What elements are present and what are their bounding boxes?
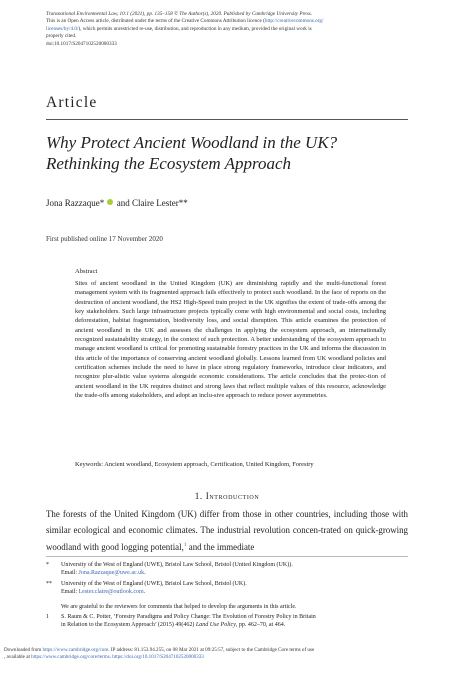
journal-name: Land Use Policy — [195, 621, 236, 628]
header-line2: This is an Open Access article, distributed under the terms of the Creative Commons Attribution licence (http://creativecommons.org/ — [46, 18, 324, 25]
acknowledgement-text: We are grateful to the reviewers for comments that helped to develop the arguments in this article. — [61, 604, 297, 610]
footnote-ref-1[interactable]: 1 — [183, 542, 187, 549]
section-heading — [0, 491, 454, 501]
footnote-text: University of the West of England (UWE), Bristol Law School, Bristol (United Kingdom (UK)). — [61, 562, 293, 568]
abstract-heading: Abstract — [75, 268, 98, 275]
footer-line1 — [4, 647, 450, 654]
footnote-mark: 1 — [46, 614, 49, 620]
footnote-text: University of the West of England (UWE), Bristol Law School, Bristol (UK). — [61, 581, 247, 587]
header-doi: doi:10.1017/S2047102520000333 — [46, 40, 117, 47]
footnote-pages: , pp. 462–70, at 464. — [235, 621, 286, 628]
title-rule — [46, 119, 408, 120]
cambridge-core-link[interactable]: https://www.cambridge.org/core — [42, 647, 109, 653]
footer-line2-prefix: , available at — [4, 654, 30, 660]
license-link[interactable]: http://creativecommons.org/ — [264, 18, 324, 25]
section-heading-text: 1. Introduction — [194, 491, 260, 501]
header-line1: Transnational Environmental Law, 10:1 (2021), pp. 135–158 © The Author(s), 2020. Published by Cambridge University Press. — [46, 11, 313, 17]
body-text: The forests of the United Kingdom (UK) differ from those in other countries, including those with similar ecological and economic climates. The industrial revolution concen-trated on quick-growing woodland with good logging potential, — [46, 509, 408, 553]
email-link[interactable]: Jona.Razzaque@uwe.ac.uk — [78, 569, 145, 576]
footnote-text: S. Raum & C. Potter, ‘Forestry Paradigms and Policy Change: The Evolution of Forestry Policy in Britain — [61, 614, 316, 620]
body-text-end: and the immediate — [188, 542, 255, 553]
abstract-text: Sites of ancient woodland in the United Kingdom (UK) are diminishing rapidly and the multi-functional forest management system with its fragmented approach fails effectively to protect such woodland. In the face of reports on the destruction of ancient woodland, the HS2 High-Speed train project in the UK signifies the extent of trade-offs among the key stakeholders. Such large infrastructure projects typically come with high environmental and social costs, including deforestation, habitat fragmentation, biodiversity loss, and social disruption. This article examines the protection of ancient woodland in the UK and assesses the challenges in applying the ecosystem approach, an internationally recognized sustainability strategy, in the context of such protection. A better understanding of the ecosystem approach to manage ancient woodland is critical for promoting sustainable forestry practices in the UK and informs the discussion in this article of the importance of conserving ancient woodland globally. Lessons learned from UK woodland policies and certification schemes include the need to have in place strong regulatory frameworks, introduce clear indicators, and recognize plur-alistic value systems alongside economic considerations. The article concludes that the protec-tion of ancient woodland in the UK requires distinct and strong laws that reflect multiple values of this resource, acknowledge the trade-offs among stakeholders, and adopt an inclu-sive approach to reduce power asymmetries. — [75, 280, 386, 400]
keywords-text: Ancient woodland, Ecosystem approach, Certification, United Kingdom, Forestry — [104, 461, 314, 468]
doi-link[interactable]: https://doi.org/10.1017/S2047102520000333 — [112, 654, 204, 660]
footnote-rule — [46, 556, 408, 557]
article-title — [46, 133, 416, 174]
author-2: and Claire Lester** — [116, 198, 188, 208]
footer-middle: . IP address: 81.153.94.255, on 08 Mar 2021 at 09:25:57, subject to the Cambridge Core terms of use — [108, 647, 315, 653]
orcid-icon[interactable] — [107, 199, 113, 205]
title-line2: Rethinking the Ecosystem Approach — [46, 153, 292, 173]
footnote-punct: . — [143, 588, 146, 595]
email-label: Email: — [61, 588, 77, 595]
footnote-punct: . — [144, 569, 146, 576]
footer-prefix: Downloaded from — [4, 647, 42, 653]
license-link-cont[interactable]: licenses/by/4.0/ — [46, 25, 79, 32]
authors — [46, 198, 188, 208]
footnote-mark: * — [46, 562, 49, 568]
article-type-label: Article — [46, 94, 98, 111]
author-1: Jona Razzaque* — [46, 198, 105, 208]
header-line3: licenses/by/4.0/), which permits unrestricted re-use, distribution, and reproduction in any medium, provided the original work is — [46, 25, 312, 32]
journal-header — [46, 11, 416, 48]
header-line4: properly cited. — [46, 33, 77, 40]
published-date: First published online 17 November 2020 — [46, 235, 163, 243]
footnote-mark: ** — [46, 581, 52, 587]
download-footer — [4, 647, 450, 661]
keywords — [75, 461, 405, 468]
title-line1: Why Protect Ancient Woodland in the UK? — [46, 133, 338, 152]
keywords-label: Keywords: — [75, 461, 104, 468]
body-paragraph — [46, 507, 408, 556]
footer-line2 — [4, 654, 450, 661]
email-link[interactable]: Lester.claire@outlook.com — [78, 588, 144, 595]
footnote-text-cont: in Relation to the Ecosystem Approach’ (2015) 49(462) — [61, 621, 195, 628]
footer-line2-mid: . — [109, 654, 111, 660]
email-label: Email: — [61, 569, 77, 576]
terms-link[interactable]: https://www.cambridge.org/core/terms — [31, 654, 110, 660]
